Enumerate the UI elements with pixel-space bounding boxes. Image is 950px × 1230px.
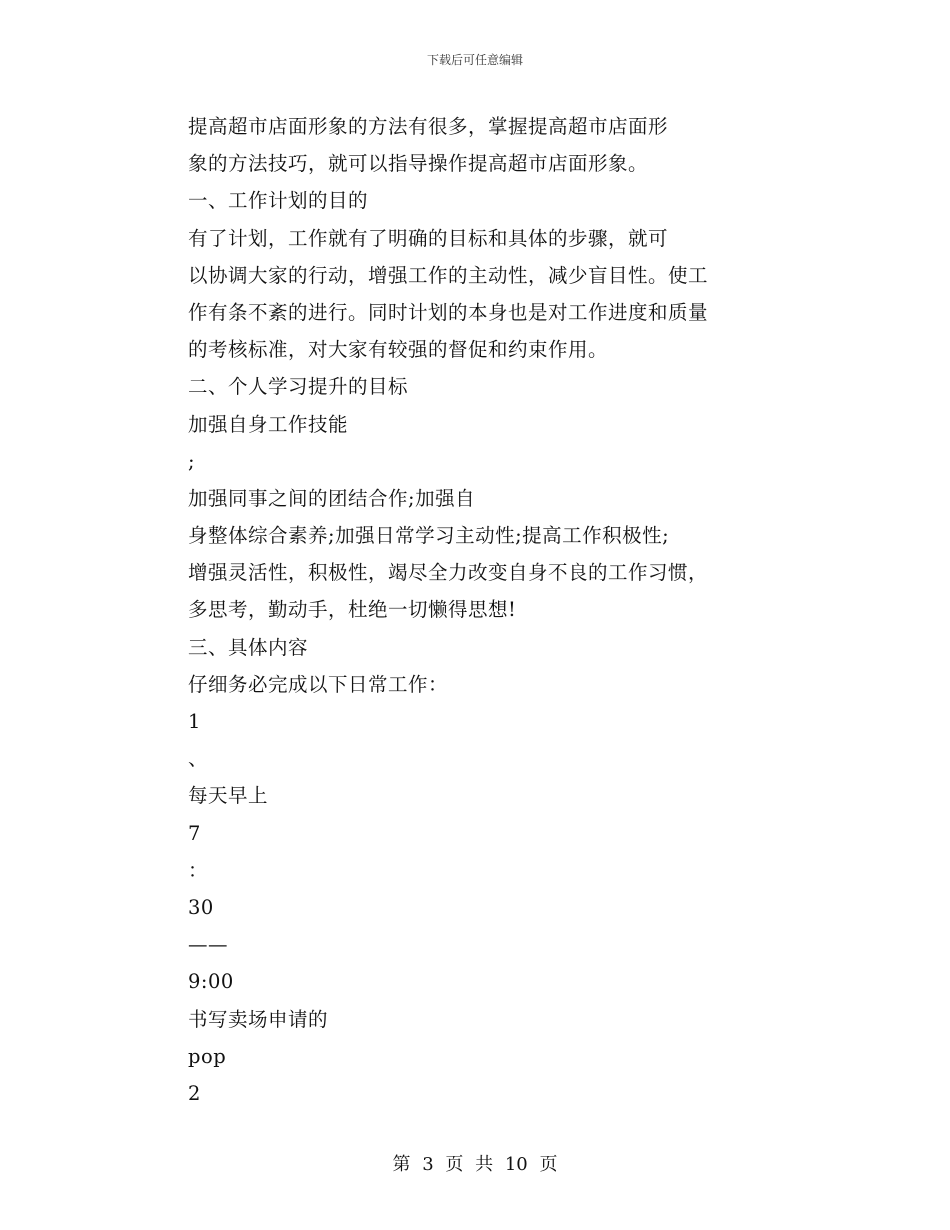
section-heading: 一、工作计划的目的: [188, 189, 369, 213]
section-heading: 三、具体内容: [188, 635, 309, 659]
text-line: 提高超市店面形象的方法有很多，掌握提高超市店面形: [188, 115, 669, 138]
text-line: 加强同事之间的团结合作;加强自: [188, 486, 476, 510]
document-body: [188, 108, 768, 1112]
page-footer: 第 3 页 共 10 页: [392, 1154, 558, 1175]
text-line: 、: [188, 747, 209, 771]
text-line: 每天早上: [188, 784, 269, 808]
text-line: 以协调大家的行动，增强工作的主动性，减少盲目性。使工: [188, 263, 709, 287]
text-line: pop: [188, 1044, 227, 1068]
text-line: ;: [188, 449, 196, 473]
text-line: 身整体综合素养;加强日常学习主动性;提高工作积极性;: [188, 524, 670, 548]
page-header: 下载后可任意编辑: [426, 53, 523, 67]
text-line: 2: [188, 1081, 201, 1105]
text-line: 增强灵活性，积极性，竭尽全力改变自身不良的工作习惯，: [188, 561, 709, 585]
text-line: 书写卖场申请的: [188, 1007, 329, 1031]
text-line: 30: [188, 895, 214, 919]
text-line: ：: [188, 858, 209, 882]
section-heading: 二、个人学习提升的目标: [188, 375, 409, 399]
text-line: 仔细务必完成以下日常工作：: [188, 672, 449, 696]
text-line: 7: [188, 821, 201, 845]
text-line: 的考核标准，对大家有较强的督促和约束作用。: [188, 338, 609, 362]
text-line: 9:00: [188, 970, 234, 994]
text-line: 1: [188, 710, 201, 733]
text-line: 加强自身工作技能: [188, 412, 349, 436]
text-line: 象的方法技巧，就可以指导操作提高超市店面形象。: [188, 152, 649, 176]
text-line: ——: [188, 933, 228, 957]
text-line: 作有条不紊的进行。同时计划的本身也是对工作进度和质量: [188, 300, 709, 324]
text-line: 有了计划，工作就有了明确的目标和具体的步骤，就可: [188, 226, 669, 250]
text-line: 多思考，勤动手，杜绝一切懒得思想!: [188, 598, 517, 622]
